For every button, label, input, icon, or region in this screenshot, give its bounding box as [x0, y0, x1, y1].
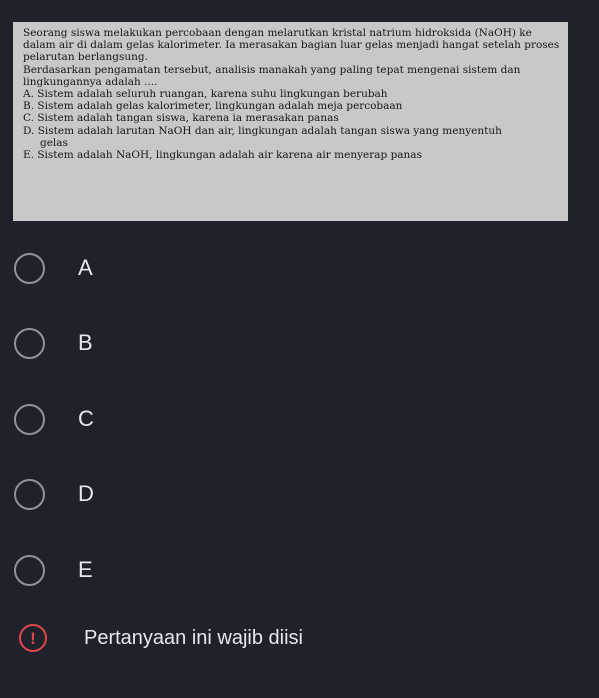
radio-button-b[interactable] — [14, 328, 45, 359]
question-option-a: A. Sistem adalah seluruh ruangan, karena suhu lingkungan berubah — [23, 88, 388, 101]
radio-button-c[interactable] — [14, 404, 45, 435]
question-option-c: C. Sistem adalah tangan siswa, karena ia merasakan panas — [23, 112, 339, 125]
radio-button-e[interactable] — [14, 555, 45, 586]
question-option-e: E. Sistem adalah NaOH, lingkungan adalah air karena air menyerap panas — [23, 149, 422, 162]
question-paragraph-2: Berdasarkan pengamatan tersebut, analisis manakah yang paling tepat mengenai sistem dan lingkungannya adalah .... — [23, 63, 521, 88]
choice-e[interactable] — [14, 552, 314, 588]
choice-a[interactable] — [14, 250, 314, 286]
choice-label-d: D — [78, 481, 94, 506]
radio-button-a[interactable] — [14, 253, 45, 284]
question-option-d-continuation: gelas — [40, 136, 68, 149]
choice-label-c: C — [78, 406, 94, 431]
choice-d[interactable] — [14, 476, 314, 512]
choice-label-b: B — [78, 330, 93, 355]
required-notice-text: Pertanyaan ini wajib diisi — [84, 626, 304, 649]
question-option-d: D. Sistem adalah larutan NaOH dan air, lingkungan adalah tangan siswa yang menyentuh — [23, 124, 502, 137]
required-notice — [19, 624, 303, 652]
radio-button-d[interactable] — [14, 479, 45, 510]
choice-label-a: A — [78, 255, 93, 280]
choice-label-e: E — [78, 557, 93, 582]
choice-c[interactable] — [14, 401, 314, 437]
question-option-b: B. Sistem adalah gelas kalorimeter, lingkungan adalah meja percobaan — [23, 100, 403, 113]
exclamation-circle-icon: ! — [19, 624, 47, 652]
question-image — [13, 22, 568, 221]
choice-b[interactable] — [14, 325, 314, 361]
question-paragraph-1: Seorang siswa melakukan percobaan dengan melarutkan kristal natrium hidroksida (NaOH) ke dalam air di dalam gelas kalorimeter. Ia merasakan bagian luar gelas menjadi hangat setelah proses pelarutan berlangsung. — [23, 27, 560, 64]
